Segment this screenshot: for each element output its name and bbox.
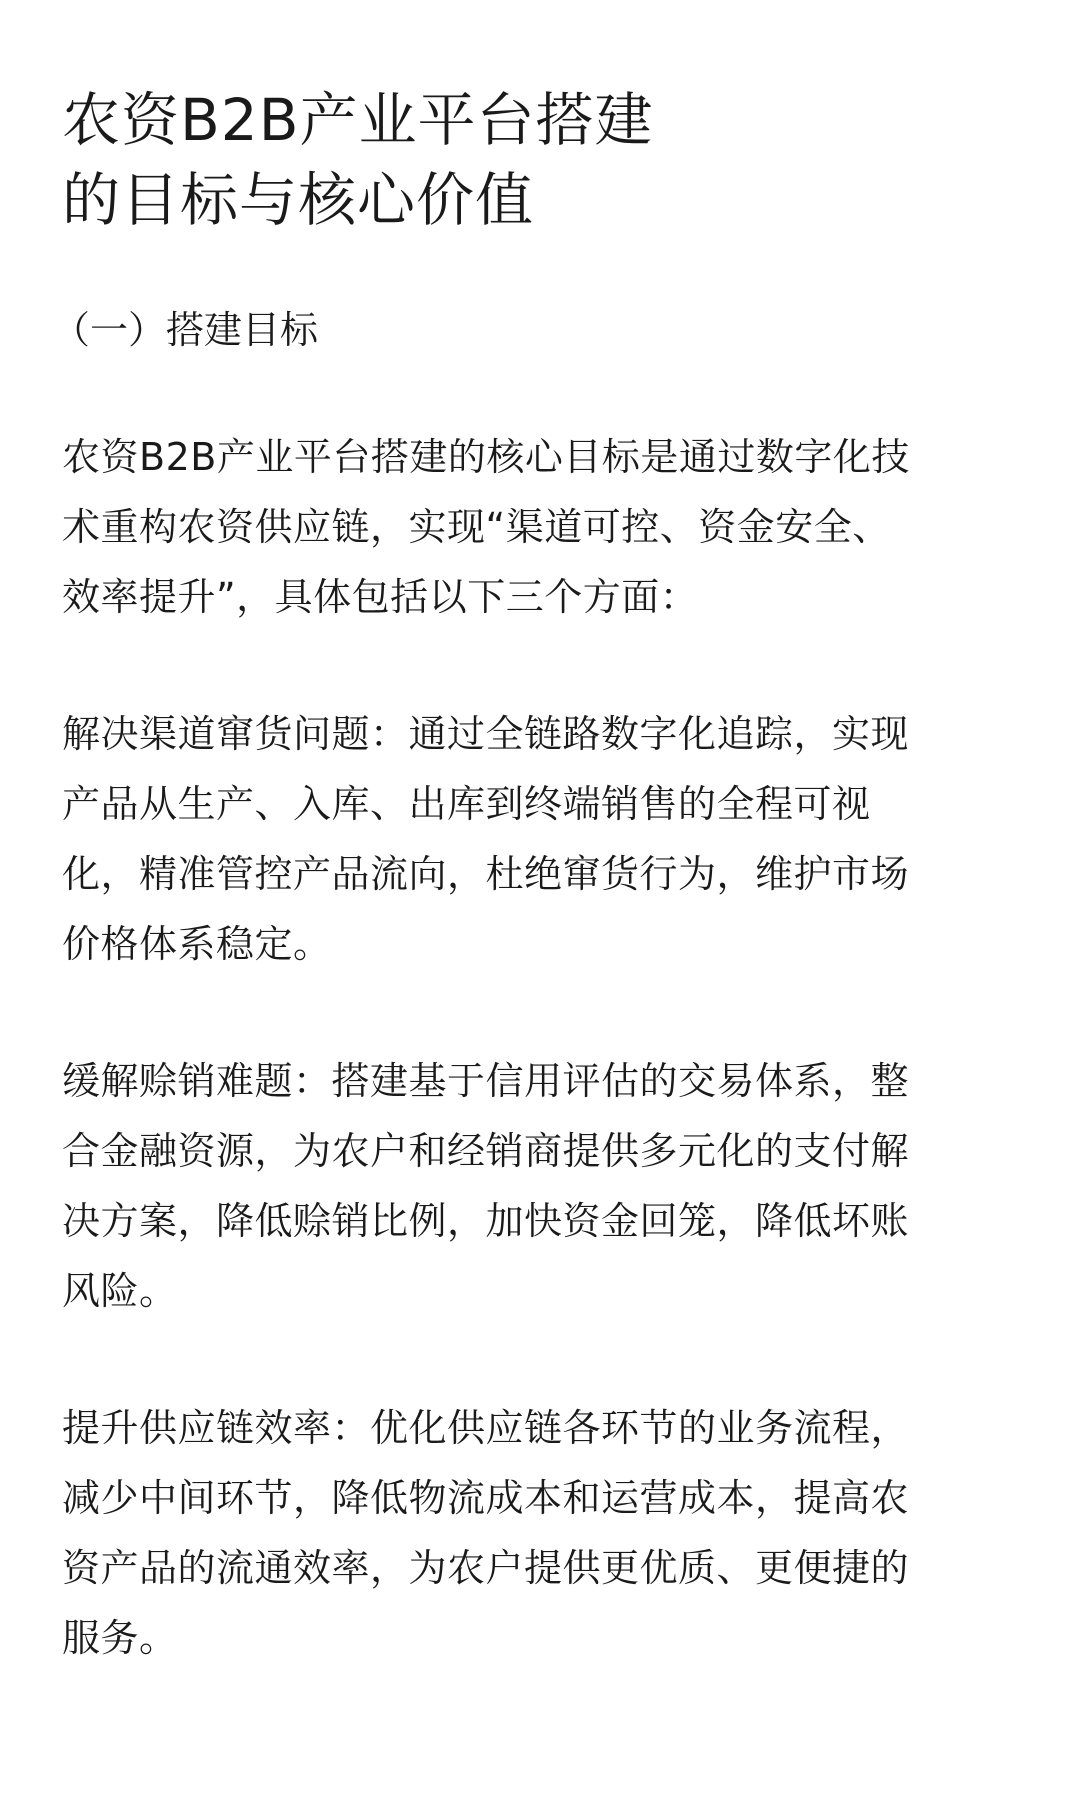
section-heading: （一）搭建目标 [52, 308, 319, 352]
paragraph-line: 减少中间环节，降低物流成本和运营成本，提高农 [62, 1476, 910, 1520]
goal-paragraph-efficiency [62, 1393, 1022, 1673]
page-title [62, 0, 1022, 240]
paragraph-line: 化，精准管控产品流向，杜绝窜货行为，维护市场 [62, 852, 910, 896]
paragraph-line: 农资B2B产业平台搭建的核心目标是通过数字化技 [62, 435, 910, 479]
paragraph-line: 产品从生产、入库、出库到终端销售的全程可视 [62, 782, 871, 826]
title-line: 农资B2B产业平台搭建 [62, 86, 654, 154]
paragraph-line: 风险。 [62, 1269, 178, 1313]
paragraph-line: 解决渠道窜货问题：通过全链路数字化追踪，实现 [62, 712, 910, 756]
goal-paragraph-channel [62, 699, 1022, 979]
paragraph-line: 术重构农资供应链，实现“渠道可控、资金安全、 [62, 505, 891, 549]
goal-paragraph-credit [62, 1046, 1022, 1326]
paragraph-line: 服务。 [62, 1616, 178, 1660]
paragraph-line: 缓解赊销难题：搭建基于信用评估的交易体系，整 [62, 1059, 910, 1103]
paragraph-line: 价格体系稳定。 [62, 922, 332, 966]
paragraph-line: 合金融资源，为农户和经销商提供多元化的支付解 [62, 1129, 910, 1173]
paragraph-line: 效率提升”，具体包括以下三个方面： [62, 575, 699, 619]
paragraph-line: 提升供应链效率：优化供应链各环节的业务流程， [62, 1406, 910, 1450]
article [52, 0, 1022, 1673]
title-line: 的目标与核心价值 [62, 166, 535, 234]
paragraph-line: 决方案，降低赊销比例，加快资金回笼，降低坏账 [62, 1199, 910, 1243]
intro-paragraph [62, 422, 1022, 632]
paragraph-line: 资产品的流通效率，为农户提供更优质、更便捷的 [62, 1546, 910, 1590]
